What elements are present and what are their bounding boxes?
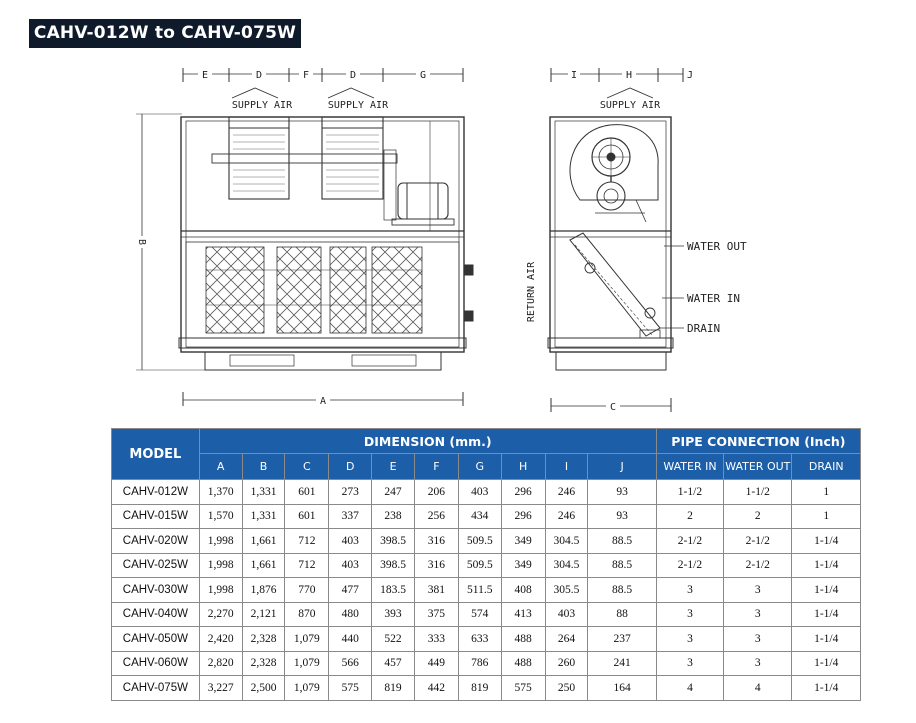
dimension-cell: 183.5 (372, 578, 415, 603)
dimension-cell: 2,820 (199, 651, 242, 676)
dimension-cell: 260 (545, 651, 588, 676)
pipe-cell: 4 (724, 676, 792, 701)
pipe-cell: 2-1/2 (656, 529, 723, 554)
dimension-cell: 575 (501, 676, 545, 701)
dimension-cell: 403 (545, 602, 588, 627)
dimension-cell: 2,500 (242, 676, 285, 701)
dimension-header: DIMENSION (mm.) (199, 429, 656, 454)
column-header-i: I (545, 454, 588, 480)
table-row (112, 627, 861, 652)
pipe-cell: 3 (656, 651, 723, 676)
dim-label-b: B (136, 238, 147, 246)
dimension-cell: 770 (285, 578, 329, 603)
column-header-water-in: WATER IN (656, 454, 723, 480)
dimension-cell: 408 (501, 578, 545, 603)
dimension-cell: 509.5 (458, 529, 501, 554)
dimension-cell: 566 (329, 651, 372, 676)
dimension-cell: 164 (588, 676, 656, 701)
table-row (112, 651, 861, 676)
dimension-cell: 457 (372, 651, 415, 676)
front-view (136, 68, 473, 406)
dimension-cell: 296 (501, 480, 545, 505)
dimension-cell: 786 (458, 651, 501, 676)
dimension-cell: 1,876 (242, 578, 285, 603)
pipe-cell: 4 (656, 676, 723, 701)
pipe-cell: 3 (724, 651, 792, 676)
table-row (112, 676, 861, 701)
dimension-cell: 477 (329, 578, 372, 603)
dimension-cell: 337 (329, 504, 372, 529)
dimension-cell: 1,661 (242, 553, 285, 578)
dimension-cell: 1,079 (285, 627, 329, 652)
dimension-cell: 2,328 (242, 627, 285, 652)
dimension-cell: 601 (285, 480, 329, 505)
dimension-cell: 2,270 (199, 602, 242, 627)
table-row (112, 553, 861, 578)
pipe-cell: 1-1/4 (792, 651, 861, 676)
dim-label-d: D (349, 70, 357, 81)
dim-label-e: E (201, 70, 209, 81)
pipe-cell: 3 (656, 578, 723, 603)
dimension-cell: 246 (545, 504, 588, 529)
pipe-connection-header: PIPE CONNECTION (Inch) (656, 429, 860, 454)
pipe-cell: 1-1/2 (656, 480, 723, 505)
pipe-cell: 2 (656, 504, 723, 529)
dim-label-i: I (570, 70, 578, 81)
side-view (548, 68, 684, 412)
dimension-cell: 93 (588, 504, 656, 529)
model-cell: CAHV-025W (112, 553, 200, 578)
dimension-cell: 246 (545, 480, 588, 505)
dimension-cell: 633 (458, 627, 501, 652)
dimension-cell: 1,998 (199, 529, 242, 554)
dim-label-f: F (302, 70, 310, 81)
dimension-cell: 870 (285, 602, 329, 627)
column-header-h: H (501, 454, 545, 480)
column-header-j: J (588, 454, 656, 480)
pipe-cell: 3 (656, 627, 723, 652)
dimension-cell: 601 (285, 504, 329, 529)
model-cell: CAHV-015W (112, 504, 200, 529)
dimension-cell: 403 (329, 553, 372, 578)
dimension-cell: 1,331 (242, 504, 285, 529)
dimension-cell: 522 (372, 627, 415, 652)
dimension-cell: 575 (329, 676, 372, 701)
pipe-cell: 1-1/4 (792, 529, 861, 554)
dimension-cell: 2,420 (199, 627, 242, 652)
table-row (112, 504, 861, 529)
dimension-cell: 241 (588, 651, 656, 676)
column-header-c: C (285, 454, 329, 480)
dimension-cell: 2,121 (242, 602, 285, 627)
supply-air-label: SUPPLY AIR (599, 100, 661, 111)
pipe-cell: 1 (792, 480, 861, 505)
pipe-cell: 1-1/2 (724, 480, 792, 505)
pipe-cell: 1-1/4 (792, 627, 861, 652)
dimension-cell: 1,570 (199, 504, 242, 529)
dimension-cell: 442 (414, 676, 458, 701)
dimension-cell: 375 (414, 602, 458, 627)
dimension-cell: 1,661 (242, 529, 285, 554)
water-out-label: WATER OUT (687, 240, 747, 253)
dim-label-g: G (419, 70, 427, 81)
column-header-f: F (414, 454, 458, 480)
dimension-cell: 206 (414, 480, 458, 505)
page-title: CAHV-012W to CAHV-075W (29, 19, 301, 48)
pipe-cell: 2 (724, 504, 792, 529)
return-air-label: RETURN AIR (526, 261, 537, 323)
dimension-cell: 349 (501, 553, 545, 578)
table-row (112, 602, 861, 627)
dimension-cell: 440 (329, 627, 372, 652)
supply-air-label: SUPPLY AIR (231, 100, 293, 111)
dimension-cell: 3,227 (199, 676, 242, 701)
pipe-cell: 3 (724, 627, 792, 652)
model-cell: CAHV-020W (112, 529, 200, 554)
dimension-cell: 238 (372, 504, 415, 529)
pipe-cell: 1-1/4 (792, 553, 861, 578)
dimension-cell: 488 (501, 651, 545, 676)
dimension-cell: 1,998 (199, 553, 242, 578)
model-cell: CAHV-040W (112, 602, 200, 627)
table-row (112, 529, 861, 554)
dimension-table (111, 428, 861, 701)
dim-label-h: H (625, 70, 633, 81)
pipe-cell: 2-1/2 (724, 553, 792, 578)
dimension-cell: 381 (414, 578, 458, 603)
dimension-cell: 1,370 (199, 480, 242, 505)
dimension-cell: 264 (545, 627, 588, 652)
dimension-cell: 273 (329, 480, 372, 505)
dim-label-a: A (319, 396, 327, 407)
dimension-cell: 488 (501, 627, 545, 652)
dimension-cell: 93 (588, 480, 656, 505)
dimension-cell: 349 (501, 529, 545, 554)
dimension-cell: 574 (458, 602, 501, 627)
dimension-cell: 88 (588, 602, 656, 627)
pipe-cell: 1 (792, 504, 861, 529)
table-row (112, 578, 861, 603)
dimension-cell: 403 (329, 529, 372, 554)
dimension-cell: 511.5 (458, 578, 501, 603)
column-header-g: G (458, 454, 501, 480)
dimension-cell: 413 (501, 602, 545, 627)
dimension-cell: 2,328 (242, 651, 285, 676)
dimension-cell: 819 (458, 676, 501, 701)
dimension-cell: 1,079 (285, 676, 329, 701)
dimension-cell: 1,998 (199, 578, 242, 603)
pipe-cell: 2-1/2 (724, 529, 792, 554)
model-header: MODEL (112, 429, 200, 480)
dimension-cell: 398.5 (372, 529, 415, 554)
dimension-cell: 1,331 (242, 480, 285, 505)
dimension-cell: 316 (414, 553, 458, 578)
drain-label: DRAIN (687, 322, 721, 335)
table-row (112, 480, 861, 505)
dimension-cell: 250 (545, 676, 588, 701)
dimension-cell: 304.5 (545, 553, 588, 578)
supply-air-label: SUPPLY AIR (327, 100, 389, 111)
pipe-cell: 1-1/4 (792, 602, 861, 627)
dimension-cell: 819 (372, 676, 415, 701)
dimension-cell: 393 (372, 602, 415, 627)
model-cell: CAHV-030W (112, 578, 200, 603)
dim-label-c: C (609, 402, 617, 413)
dimension-cell: 88.5 (588, 529, 656, 554)
dimension-cell: 449 (414, 651, 458, 676)
water-in-label: WATER IN (687, 292, 740, 305)
dimension-cell: 712 (285, 529, 329, 554)
dimension-cell: 434 (458, 504, 501, 529)
column-header-b: B (242, 454, 285, 480)
dimension-cell: 296 (501, 504, 545, 529)
pipe-cell: 1-1/4 (792, 578, 861, 603)
dimension-cell: 237 (588, 627, 656, 652)
front-view-labels (136, 68, 430, 407)
dimension-cell: 403 (458, 480, 501, 505)
dimension-cell: 247 (372, 480, 415, 505)
dimension-cell: 88.5 (588, 553, 656, 578)
column-header-drain: DRAIN (792, 454, 861, 480)
dimension-cell: 398.5 (372, 553, 415, 578)
model-cell: CAHV-060W (112, 651, 200, 676)
dimension-cell: 305.5 (545, 578, 588, 603)
dimension-cell: 256 (414, 504, 458, 529)
dim-label-j: J (686, 70, 694, 81)
dimension-cell: 88.5 (588, 578, 656, 603)
pipe-cell: 3 (656, 602, 723, 627)
column-header-d: D (329, 454, 372, 480)
side-view-labels (526, 68, 747, 413)
column-header-e: E (372, 454, 415, 480)
pipe-cell: 3 (724, 578, 792, 603)
dimension-cell: 316 (414, 529, 458, 554)
column-header-a: A (199, 454, 242, 480)
model-cell: CAHV-075W (112, 676, 200, 701)
model-cell: CAHV-012W (112, 480, 200, 505)
pipe-cell: 1-1/4 (792, 676, 861, 701)
dimension-cell: 333 (414, 627, 458, 652)
dim-label-d: D (255, 70, 263, 81)
column-header-water-out: WATER OUT (724, 454, 792, 480)
dimension-cell: 712 (285, 553, 329, 578)
pipe-cell: 2-1/2 (656, 553, 723, 578)
dimension-cell: 509.5 (458, 553, 501, 578)
model-cell: CAHV-050W (112, 627, 200, 652)
dimension-cell: 480 (329, 602, 372, 627)
dimension-cell: 1,079 (285, 651, 329, 676)
pipe-cell: 3 (724, 602, 792, 627)
dimension-cell: 304.5 (545, 529, 588, 554)
